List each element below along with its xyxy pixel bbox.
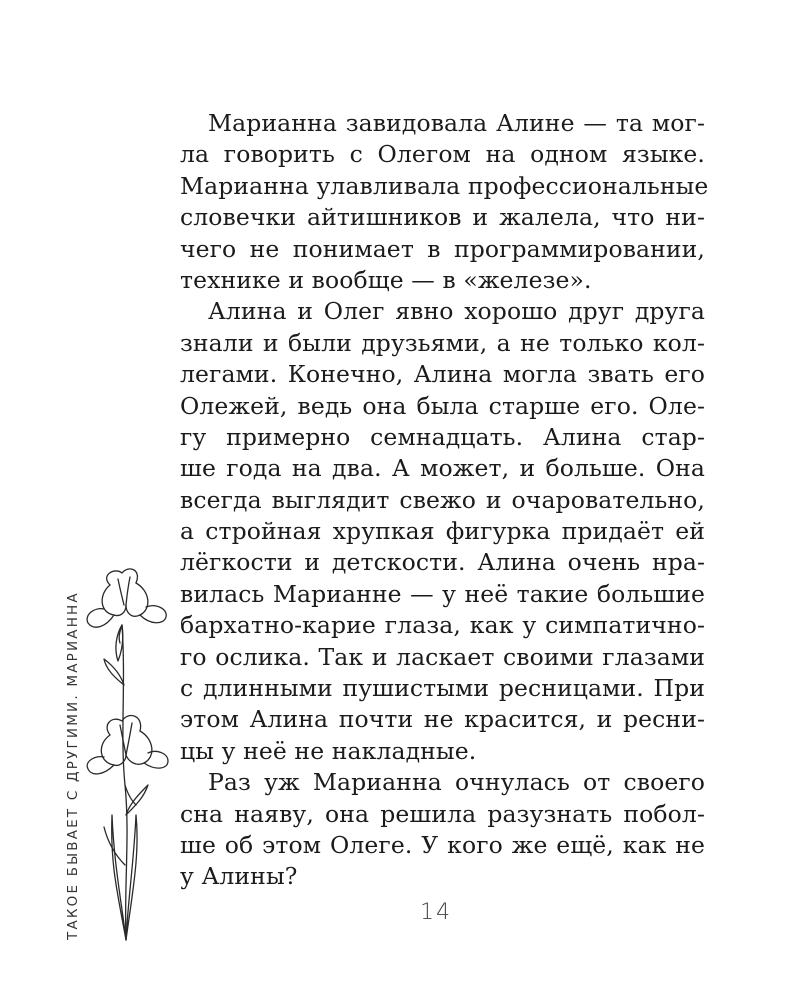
text-line: ше года на два. А может, и больше. Она: [180, 454, 705, 483]
text-line: ла говорить с Олегом на одном языке.: [180, 140, 705, 169]
text-line: го ослика. Так и ласкает своими глазами: [180, 642, 705, 671]
body-text: [180, 108, 709, 893]
text-line: гу примерно семнадцать. Алина стар-: [180, 422, 705, 451]
text-line: с длинными пушистыми ресницами. При: [180, 674, 705, 703]
text-line: сна наяву, она решила разузнать побол-: [180, 799, 705, 828]
text-line: цы у неё не накладные.: [180, 736, 477, 765]
page-number: 14: [420, 900, 452, 925]
text-line: технике и вообще — в «железе».: [180, 265, 592, 294]
text-line: ше об этом Олеге. У кого же ещё, как не: [180, 830, 705, 859]
text-line: у Алины?: [180, 862, 298, 891]
text-line: Марианна улавливала профессиональные: [180, 171, 709, 200]
text-line: легами. Конечно, Алина могла звать его: [180, 360, 705, 389]
text-line: вилась Марианне — у неё такие большие: [180, 579, 705, 608]
text-line: знали и были друзьями, а не только кол-: [180, 328, 705, 357]
text-line: лёгкости и детскости. Алина очень нра-: [180, 548, 705, 577]
text-line: Олежей, ведь она была старше его. Оле-: [180, 391, 705, 420]
iris-illustration: [70, 565, 180, 945]
text-line: чего не понимает в программировании,: [180, 234, 705, 263]
text-line: бархатно-карие глаза, как у симпатично-: [180, 611, 705, 640]
text-line: этом Алина почти не красится, и ресни-: [180, 705, 705, 734]
text-line: Марианна завидовала Алине — та мог-: [208, 109, 705, 137]
text-line: словечки айтишников и жалела, что ни-: [180, 203, 705, 232]
text-line: Раз уж Марианна очнулась от своего: [208, 768, 705, 797]
text-line: Алина и Олег явно хорошо друг друга: [208, 297, 705, 326]
running-title: ТАКОЕ БЫВАЕТ С ДРУГИМИ. МАРИАННА: [65, 591, 81, 940]
text-line: всегда выглядит свежо и очаровательно,: [180, 485, 705, 514]
text-line: а стройная хрупкая фигурка придаёт ей: [180, 517, 705, 546]
